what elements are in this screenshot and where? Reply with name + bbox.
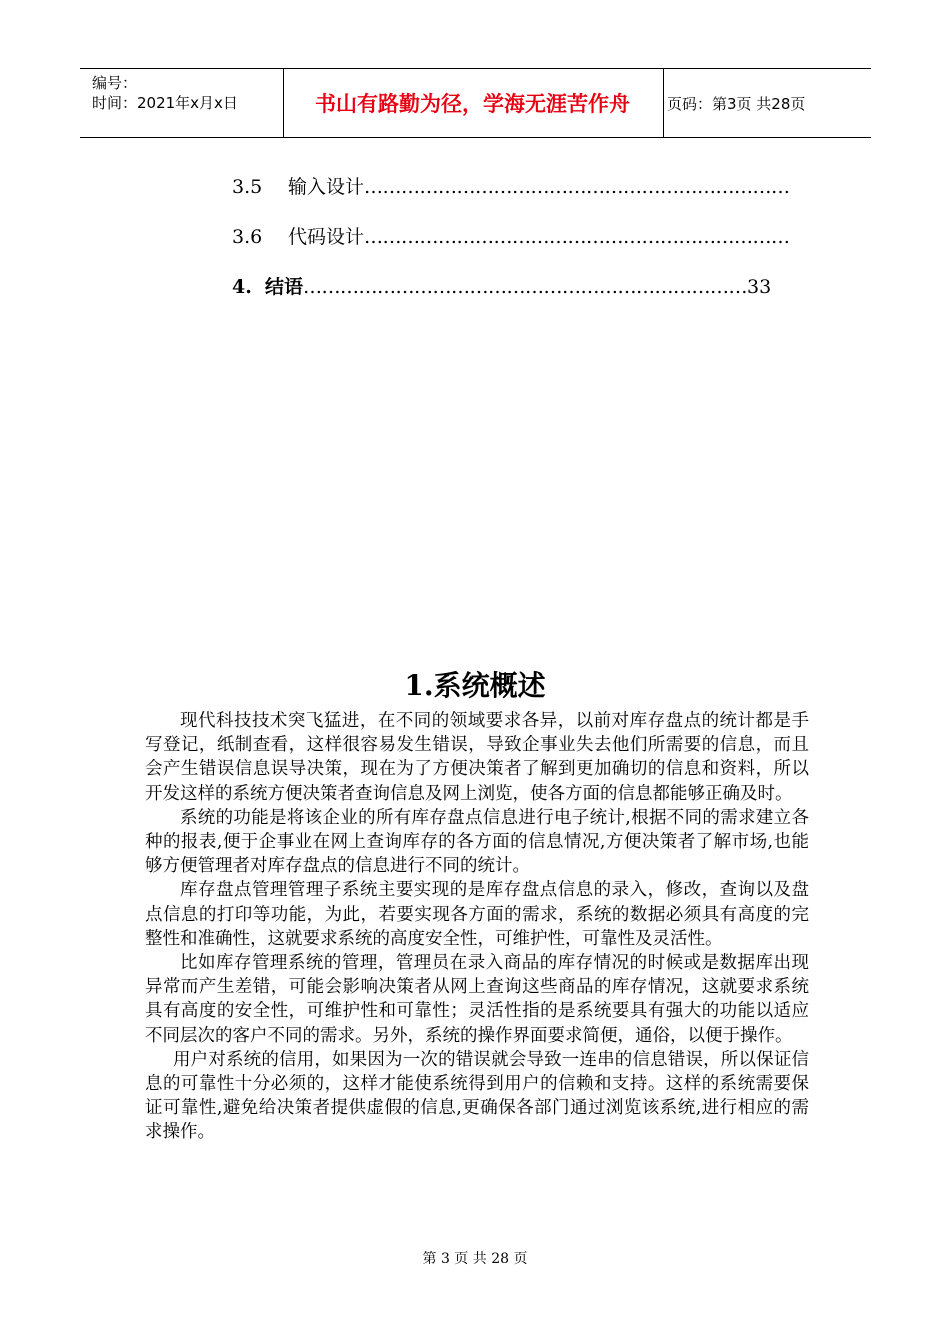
body-paragraph: 比如库存管理系统的管理，管理员在录入商品的库存情况的时候或是数据库出现异常而产生差错，可能会影响决策者从网上查询这些商品的库存情况，这就要求系统具有高度的安全性，可维护性和可靠性；灵活性指的是系统要具有强大的功能以适应不同层次的客户不同的需求。另外，系统的操作界面要求简便，通俗，以便于操作。	[145, 953, 809, 1046]
body-paragraph: 系统的功能是将该企业的所有库存盘点信息进行电子统计,根据不同的需求建立各种的报表,便于企事业在网上查询库存的各方面的信息情况,方便决策者了解市场,也能够方便管理者对库存盘点的信息进行不同的统计。	[145, 807, 809, 877]
toc-label: 结语	[265, 276, 304, 298]
page-header	[80, 68, 871, 138]
header-motto: 书山有路勤为径，学海无涯苦作舟	[315, 92, 630, 116]
toc-entry[interactable]	[232, 272, 771, 299]
time-label: 时间：2021年x月x日	[92, 94, 238, 112]
header-meta	[92, 73, 282, 113]
toc-label: 输入设计	[288, 176, 365, 198]
body-paragraph: 用户对系统的信用，如果因为一次的错误就会导致一连串的信息错误，所以保证信息的可靠性十分必须的，这样才能使系统得到用户的信赖和支持。这样的系统需要保证可靠性,避免给决策者提供虚假的信息,更确保各部门通过浏览该系统,进行相应的需求操作。	[145, 1049, 809, 1143]
toc-leader: ……………………………………………………………	[364, 176, 790, 198]
toc-leader: ……………………………………………………………	[364, 226, 790, 248]
toc-number: 3.6	[232, 226, 263, 248]
body-paragraph: 现代科技技术突飞猛进，在不同的领域要求各异，以前对库存盘点的统计都是手写登记，纸制查看，这样很容易发生错误，导致企事业失去他们所需要的信息，而且会产生错误信息误导决策，现在为了方便决策者了解到更加确切的信息和资料，所以开发这样的系统方便决策者查询信息及网上浏览，使各方面的信息都能够正确及时。	[145, 711, 809, 804]
page-footer: 第 3 页 共 28 页	[422, 1251, 528, 1267]
toc-number: 4.	[232, 276, 252, 298]
toc-leader: ………………………………………………………………	[303, 276, 748, 298]
serial-label: 编号：	[92, 74, 138, 92]
toc-entry[interactable]	[232, 222, 790, 249]
toc-label: 代码设计	[288, 226, 365, 248]
header-divider	[663, 69, 664, 137]
toc-page: 33	[747, 276, 772, 298]
body-paragraph: 库存盘点管理管理子系统主要实现的是库存盘点信息的录入，修改，查询以及盘点信息的打印等功能，为此，若要实现各方面的需求，系统的数据必须具有高度的完整性和准确性，这就要求系统的高度安全性，可维护性，可靠性及灵活性。	[145, 880, 809, 949]
section-title: 1.系统概述	[404, 669, 546, 702]
toc-entry[interactable]	[232, 172, 790, 199]
toc-number: 3.5	[232, 176, 263, 198]
section-body	[145, 709, 809, 1145]
header-page-info: 页码：第3页 共28页	[667, 94, 806, 113]
